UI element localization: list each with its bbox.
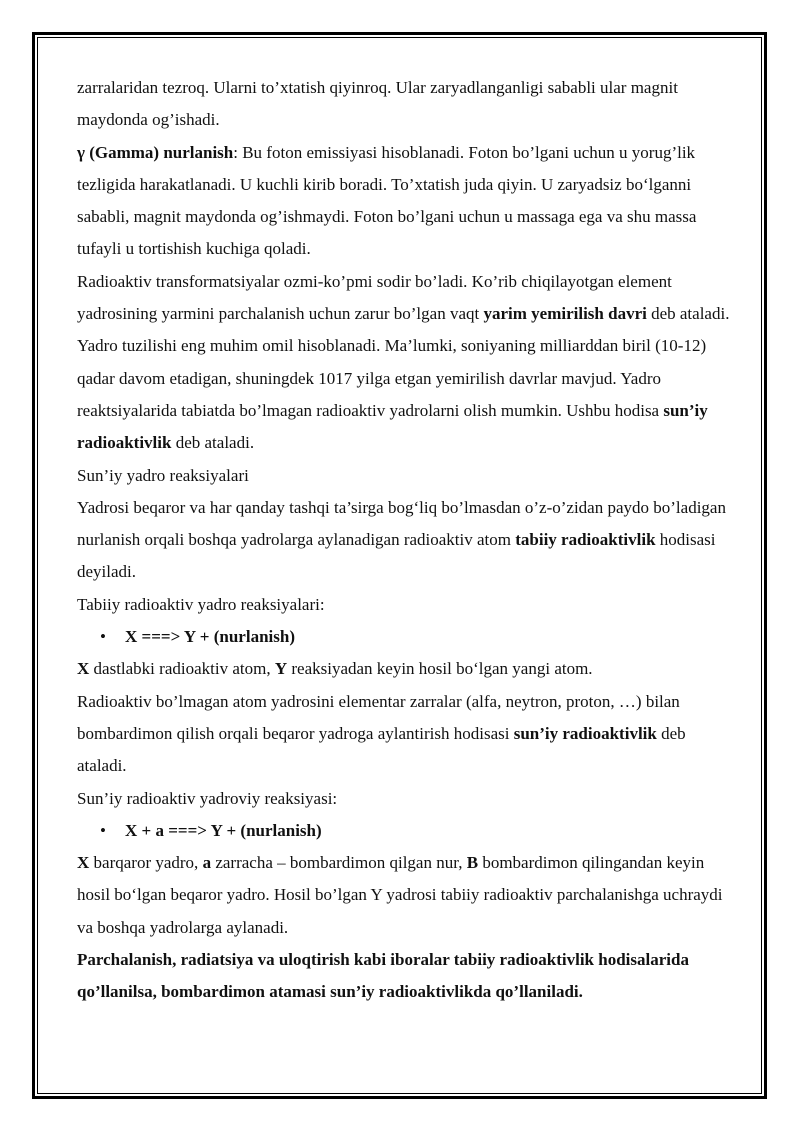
document-body (77, 72, 737, 1009)
artificial-equation: X + a ===> Y + (nurlanish) (125, 820, 322, 840)
term-artificial-radioactivity: sun’iy radioaktivlik (77, 400, 708, 453)
bullet-icon: • (100, 820, 106, 840)
term-natural-radioactivity: tabiiy radioaktivlik (515, 530, 656, 550)
paragraph-beta-continuation: zarralaridan tezroq. Ularni to’xtatish qiyinroq. Ular zaryadlanganligi sababli ular magnit maydonda og’ishadi. (77, 78, 678, 130)
bullet-icon: • (100, 627, 106, 647)
paragraph-conclusion: Parchalanish, radiatsiya va uloqtirish kabi iboralar tabiiy radioaktivlik hodisalarida qo’llanilsa, bombardimon atamasi sun’iy radioaktivlikda qo’llaniladi. (77, 950, 689, 1002)
paragraph-artificial-explanation: X barqaror yadro, a zarracha – bombardimon qilgan nur, B bombardimon qilingandan keyin hosil bo‘lgan beqaror yadro. Hosil bo’lgan Y yadrosi tabiiy radioaktiv parchalanishga uchraydi va boshqa yadrolarga aylanadi. (77, 853, 723, 937)
paragraph-half-life: Radioaktiv transformatsiyalar ozmi-ko’pmi sodir bo’ladi. Ko’rib chiqilayotgan element yadrosining yarmini parchalanish uchun zarur bo’lgan vaqt yarim yemirilish davri deb ataladi. Yadro tuzilishi eng muhim omil hisoblanadi. Ma’lumki, soniyaning milliarddan biril (10-12) qadar davom etadigan, shuningdek 1017 yilga etgan yemirilish davrlar mavjud. Yadro reaktsiyalarida tabiatda bo’lmagan radioaktiv yadrolarni olish mumkin. Ushbu hodisa sun’iy radioaktivlik deb ataladi. (77, 271, 730, 453)
natural-equation: X ===> Y + (nurlanish) (125, 627, 295, 647)
term-half-life: yarim yemirilish davri (483, 304, 647, 324)
paragraph-gamma: γ (Gamma) nurlanish: Bu foton emissiyasi hisoblanadi. Foton bo’lgani uchun u yorug’lik tezligida harakatlanadi. U kuchli kirib boradi. To’xtatish juda qiyin. U zaryadsiz bo‘lganni sababli, magnit maydonda og’ishmaydi. Foton bo’lgani uchun u massaga ega va shu massa tufayli u tortishish kuchiga qoladi. (77, 142, 697, 259)
paragraph-bombardment: Radioaktiv bo’lmagan atom yadrosini elementar zarralar (alfa, neytron, proton, …) bilan bombardimon qilish orqali beqaror yadroga aylantirish hodisasi sun’iy radioaktivlik deb ataladi. (77, 691, 686, 776)
gamma-heading: γ (Gamma) nurlanish (77, 142, 234, 162)
term-artificial-radioactivity-2: sun’iy radioaktivlik (513, 723, 657, 743)
heading-natural-reactions: Tabiiy radioaktiv yadro reaksiyalari: (77, 594, 325, 614)
heading-artificial-reactions: Sun’iy yadro reaksiyalari (77, 465, 249, 485)
paragraph-natural-explanation: X dastlabki radioaktiv atom, Y reaksiyadan keyin hosil bo‘lgan yangi atom. (77, 659, 593, 679)
paragraph-natural-radioactivity: Yadrosi beqaror va har qanday tashqi ta’sirga bog‘liq bo’lmasdan o’z-o’zidan paydo bo’ladigan nurlanish orqali boshqa yadrolarga aylanadigan radioaktiv atom tabiiy radioaktivlik hodisasi deyiladi. (77, 497, 726, 582)
heading-artificial-nuclear-reaction: Sun’iy radioaktiv yadroviy reaksiyasi: (77, 788, 338, 808)
bullet-natural-equation (77, 621, 737, 653)
bullet-artificial-equation (77, 815, 737, 847)
